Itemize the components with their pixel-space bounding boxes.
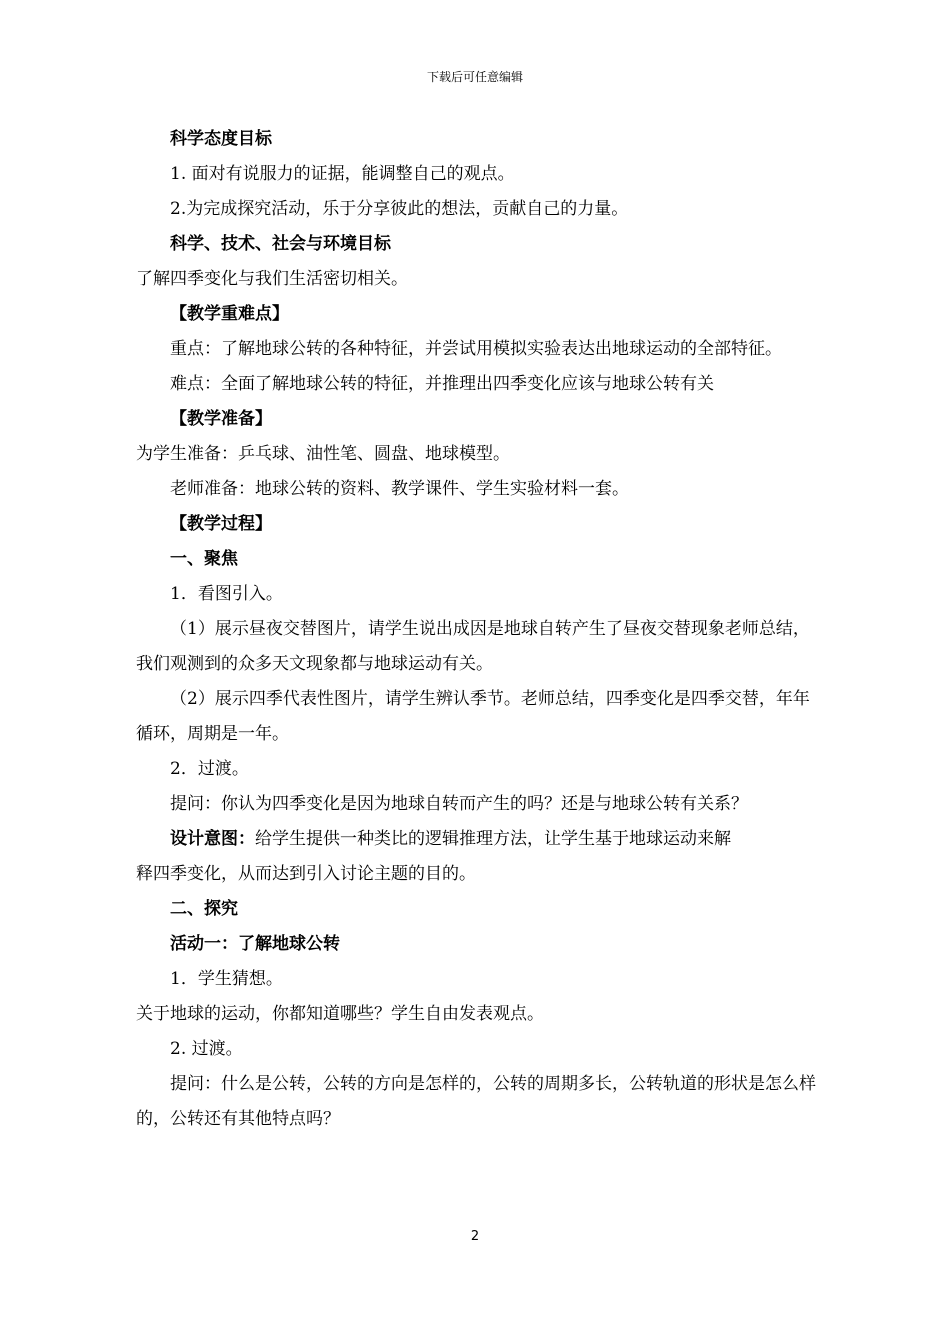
heading-activity-one: 活动一：了解地球公转	[170, 934, 340, 954]
page-number: 2	[470, 1229, 480, 1244]
design-intent-text: 给学生提供一种类比的逻辑推理方法，让学生基于地球运动来解	[255, 829, 731, 849]
heading-preparation: 【教学准备】	[170, 409, 272, 429]
paragraph: 1．学生猜想。	[170, 969, 283, 989]
design-intent-paragraph	[136, 822, 826, 857]
paragraph-key-point: 重点：了解地球公转的各种特征，并尝试用模拟实验表达出地球运动的全部特征。	[170, 339, 782, 359]
page-header: 下载后可任意编辑	[426, 70, 523, 84]
heading-key-points: 【教学重难点】	[170, 304, 289, 324]
document-body	[136, 122, 826, 1137]
heading-attitude-goals: 科学态度目标	[170, 129, 272, 149]
paragraph-difficulty: 难点：全面了解地球公转的特征，并推理出四季变化应该与地球公转有关	[170, 374, 714, 394]
paragraph: 关于地球的运动，你都知道哪些？学生自由发表观点。	[136, 1004, 544, 1024]
paragraph: 提问：什么是公转，公转的方向是怎样的，公转的周期多长，公转轨道的形状是怎么样的，公转还有其他特点吗？	[136, 1074, 816, 1129]
heading-explore: 二、探究	[170, 899, 238, 919]
paragraph: （2）展示四季代表性图片，请学生辨认季节。老师总结，四季变化是四季交替，年年循环，周期是一年。	[136, 689, 810, 744]
paragraph: 2. 过渡。	[170, 1039, 243, 1059]
paragraph: 了解四季变化与我们生活密切相关。	[136, 269, 408, 289]
paragraph: 2．过渡。	[170, 759, 249, 779]
paragraph: 1．看图引入。	[170, 584, 283, 604]
heading-focus: 一、聚焦	[170, 549, 238, 569]
paragraph: 提问：你认为四季变化是因为地球自转而产生的吗？还是与地球公转有关系？	[170, 794, 748, 814]
paragraph: 2.为完成探究活动，乐于分享彼此的想法，贡献自己的力量。	[170, 199, 629, 219]
paragraph: 老师准备：地球公转的资料、教学课件、学生实验材料一套。	[170, 479, 629, 499]
paragraph: （1）展示昼夜交替图片，请学生说出成因是地球自转产生了昼夜交替现象老师总结，我们观测到的众多天文现象都与地球运动有关。	[136, 619, 810, 674]
paragraph: 1. 面对有说服力的证据，能调整自己的观点。	[170, 164, 515, 184]
paragraph: 为学生准备：乒乓球、油性笔、圆盘、地球模型。	[136, 444, 510, 464]
heading-process: 【教学过程】	[170, 514, 272, 534]
paragraph: 释四季变化，从而达到引入讨论主题的目的。	[136, 864, 476, 884]
heading-stse-goals: 科学、技术、社会与环境目标	[170, 234, 391, 254]
design-intent-label: 设计意图：	[170, 829, 255, 849]
